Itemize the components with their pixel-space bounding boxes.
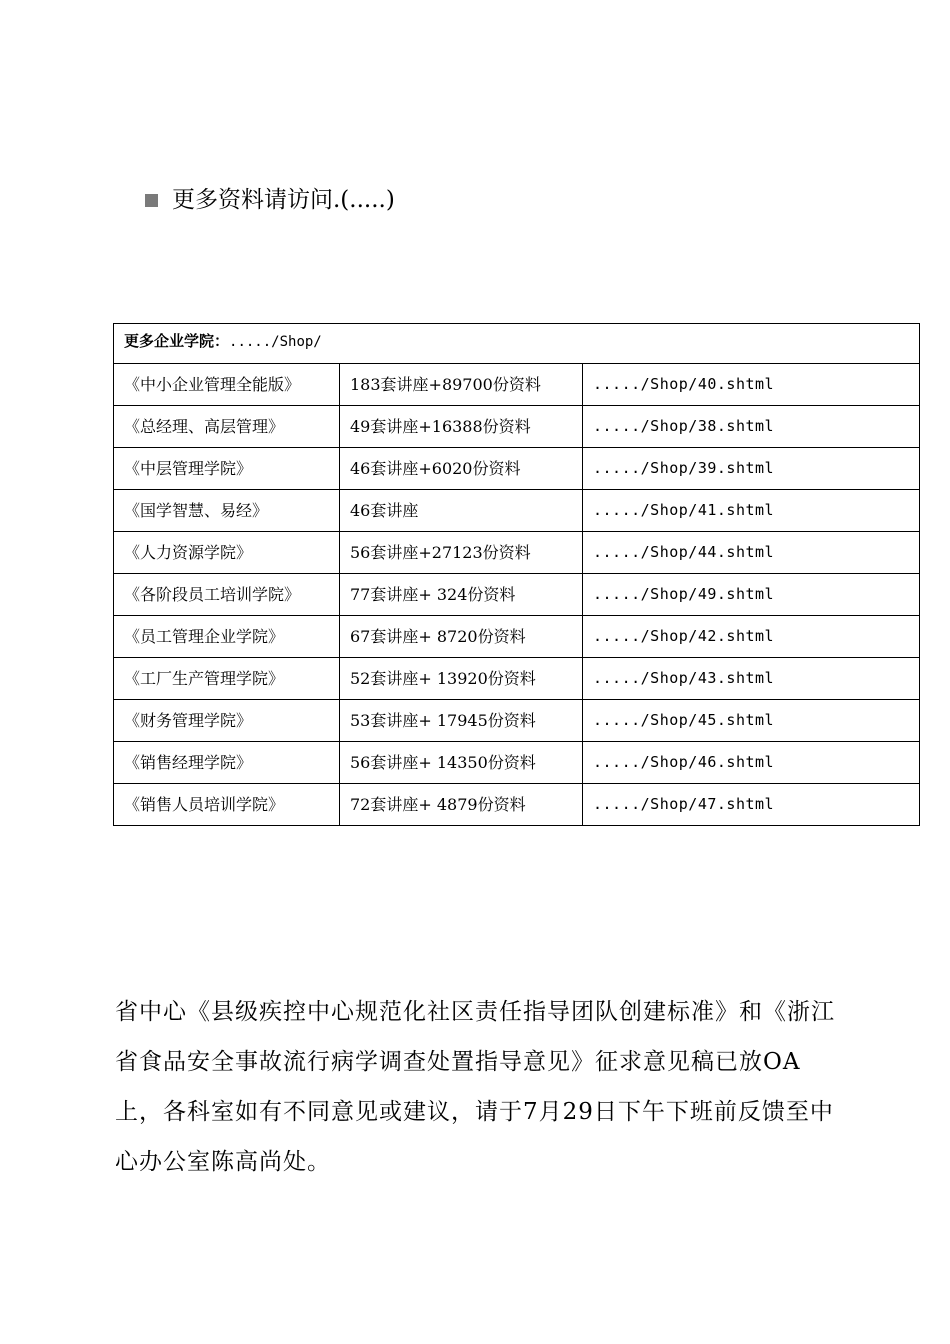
course-desc: 72套讲座+ 4879份资料 xyxy=(340,784,583,826)
course-desc: 46套讲座+6020份资料 xyxy=(340,448,583,490)
course-catalog-table xyxy=(113,323,920,826)
course-url[interactable]: ...../Shop/44.shtml xyxy=(583,532,920,574)
notice-line xyxy=(145,186,395,214)
table-row xyxy=(114,448,920,490)
course-desc: 67套讲座+ 8720份资料 xyxy=(340,616,583,658)
course-url[interactable]: ...../Shop/40.shtml xyxy=(583,364,920,406)
course-name: 《中小企业管理全能版》 xyxy=(114,364,340,406)
course-name: 《员工管理企业学院》 xyxy=(114,616,340,658)
course-url[interactable]: ...../Shop/43.shtml xyxy=(583,658,920,700)
course-url[interactable]: ...../Shop/38.shtml xyxy=(583,406,920,448)
square-bullet-icon xyxy=(145,194,158,207)
table-row xyxy=(114,784,920,826)
course-desc: 56套讲座+27123份资料 xyxy=(340,532,583,574)
course-desc: 77套讲座+ 324份资料 xyxy=(340,574,583,616)
course-desc: 46套讲座 xyxy=(340,490,583,532)
course-url[interactable]: ...../Shop/45.shtml xyxy=(583,700,920,742)
course-desc: 52套讲座+ 13920份资料 xyxy=(340,658,583,700)
course-url[interactable]: ...../Shop/39.shtml xyxy=(583,448,920,490)
table-header-label: 更多企业学院： xyxy=(124,332,230,350)
table-row xyxy=(114,532,920,574)
course-name: 《中层管理学院》 xyxy=(114,448,340,490)
course-url[interactable]: ...../Shop/42.shtml xyxy=(583,616,920,658)
course-name: 《国学智慧、易经》 xyxy=(114,490,340,532)
course-url[interactable]: ...../Shop/47.shtml xyxy=(583,784,920,826)
course-desc: 183套讲座+89700份资料 xyxy=(340,364,583,406)
table-row xyxy=(114,616,920,658)
notice-paragraph: 省中心《县级疾控中心规范化社区责任指导团队创建标准》和《浙江省食品安全事故流行病学调查处置指导意见》征求意见稿已放OA上，各科室如有不同意见或建议，请于7月29日下午下班前反馈至中心办公室陈高尚处。 xyxy=(115,999,835,1175)
notice-text: 更多资料请访问.(.....) xyxy=(172,187,395,213)
table-row xyxy=(114,406,920,448)
course-name: 《总经理、高层管理》 xyxy=(114,406,340,448)
course-name: 《销售经理学院》 xyxy=(114,742,340,784)
course-name: 《财务管理学院》 xyxy=(114,700,340,742)
course-url[interactable]: ...../Shop/41.shtml xyxy=(583,490,920,532)
table-row xyxy=(114,700,920,742)
course-url[interactable]: ...../Shop/49.shtml xyxy=(583,574,920,616)
table-row xyxy=(114,574,920,616)
course-desc: 56套讲座+ 14350份资料 xyxy=(340,742,583,784)
course-url[interactable]: ...../Shop/46.shtml xyxy=(583,742,920,784)
table-row xyxy=(114,658,920,700)
table-row xyxy=(114,490,920,532)
table-row xyxy=(114,742,920,784)
table-row xyxy=(114,364,920,406)
course-name: 《工厂生产管理学院》 xyxy=(114,658,340,700)
course-name: 《销售人员培训学院》 xyxy=(114,784,340,826)
course-name: 《人力资源学院》 xyxy=(114,532,340,574)
course-desc: 49套讲座+16388份资料 xyxy=(340,406,583,448)
course-desc: 53套讲座+ 17945份资料 xyxy=(340,700,583,742)
table-header-path[interactable]: ...../Shop/ xyxy=(229,334,322,350)
table-header-cell xyxy=(114,324,920,364)
table-header-row xyxy=(114,324,920,364)
course-name: 《各阶段员工培训学院》 xyxy=(114,574,340,616)
